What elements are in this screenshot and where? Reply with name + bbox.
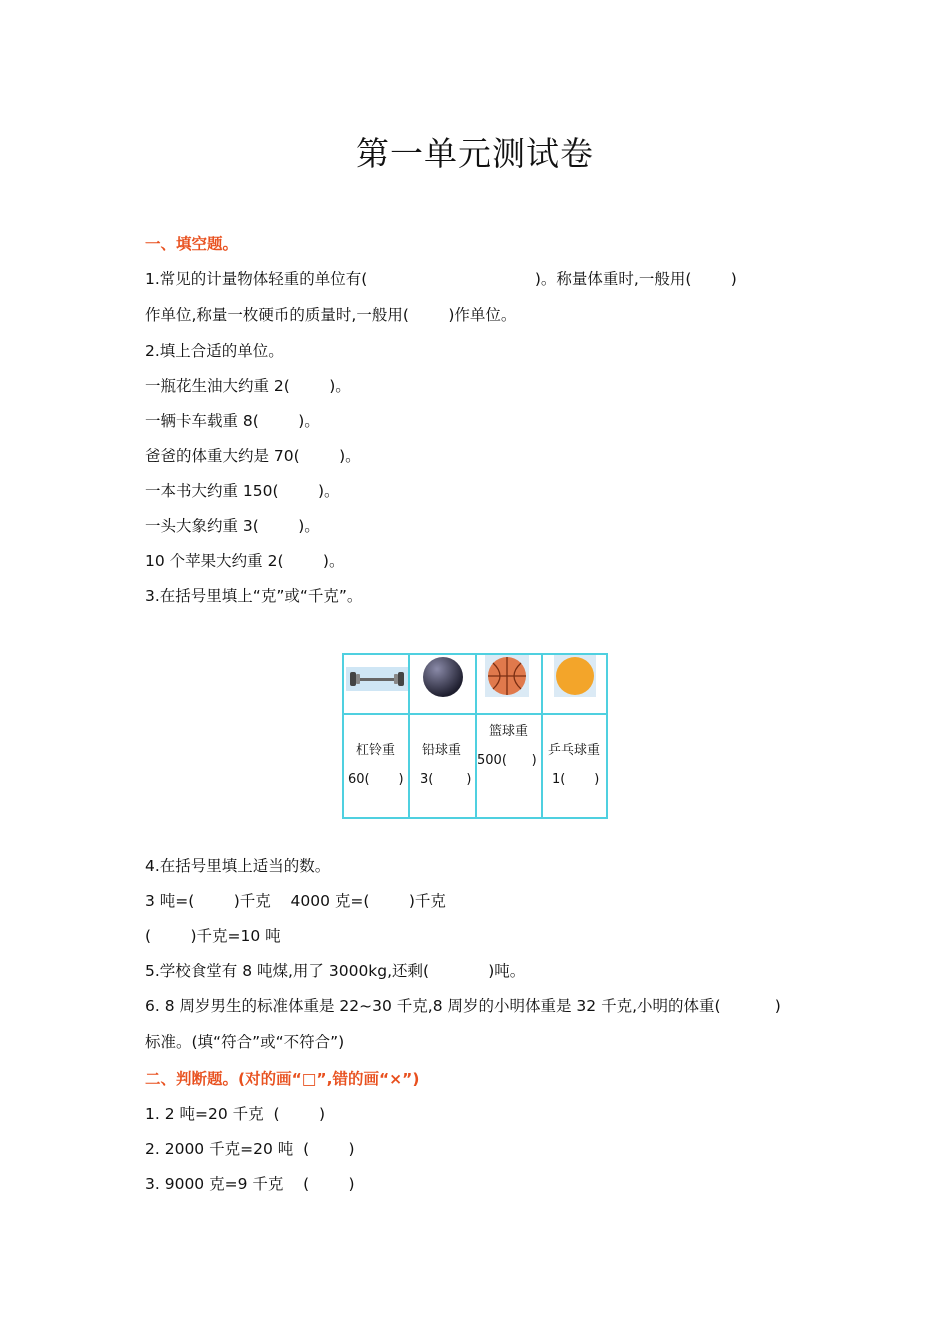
shot-put-icon xyxy=(422,656,464,698)
question-6-line-2: 标准。(填“符合”或“不符合”) xyxy=(145,1033,345,1051)
section-heading-fill-in: 一、填空题。 xyxy=(145,235,239,253)
weights-table xyxy=(342,653,608,819)
table-divider xyxy=(475,655,477,817)
barbell-label: 杠铃重 xyxy=(356,743,396,758)
basketball-icon xyxy=(485,655,529,697)
section-heading-judge: 二、判断题。(对的画“□”,错的画“×”) xyxy=(145,1070,420,1088)
question-2-item: 爸爸的体重大约是 70( )。 xyxy=(145,447,361,465)
question-2-item: 一辆卡车载重 8( )。 xyxy=(145,412,320,430)
shot-put-label: 铅球重 xyxy=(422,743,462,758)
question-2-item: 一瓶花生油大约重 2( )。 xyxy=(145,377,351,395)
question-2-item: 一头大象约重 3( )。 xyxy=(145,517,320,535)
page-title: 第一单元测试卷 xyxy=(356,134,594,173)
ping-pong-ball-icon xyxy=(554,655,596,697)
table-divider xyxy=(408,655,410,817)
question-3: 3.在括号里填上“克”或“千克”。 xyxy=(145,587,363,605)
question-4: 4.在括号里填上适当的数。 xyxy=(145,857,331,875)
question-1-line-1: 1.常见的计量物体轻重的单位有( )。称量体重时,一般用( ) xyxy=(145,270,737,288)
table-divider xyxy=(344,713,606,715)
judge-item: 1. 2 吨=20 千克 ( ) xyxy=(145,1105,326,1123)
table-divider xyxy=(541,655,543,817)
basketball-value: 500( ) xyxy=(477,753,537,768)
barbell-value: 60( ) xyxy=(348,772,404,787)
question-6-line-1: 6. 8 周岁男生的标准体重是 22~30 千克,8 周岁的小明体重是 32 千克,小明的体重( ) xyxy=(145,997,781,1015)
barbell-icon xyxy=(346,667,408,691)
question-2-item: 10 个苹果大约重 2( )。 xyxy=(145,552,345,570)
question-1-line-2: 作单位,称量一枚硬币的质量时,一般用( )作单位。 xyxy=(145,306,517,324)
shot-put-value: 3( ) xyxy=(420,772,472,787)
basketball-label: 篮球重 xyxy=(489,724,529,739)
question-4-line-1: 3 吨=( )千克 4000 克=( )千克 xyxy=(145,892,446,910)
judge-item: 2. 2000 千克=20 吨 ( ) xyxy=(145,1140,355,1158)
question-2: 2.填上合适的单位。 xyxy=(145,342,284,360)
ping-pong-value: 1( ) xyxy=(552,772,600,787)
ping-pong-label: 乒乓球重 xyxy=(548,743,601,758)
judge-item: 3. 9000 克=9 千克 ( ) xyxy=(145,1175,355,1193)
question-4-line-2: ( )千克=10 吨 xyxy=(145,927,281,945)
question-5: 5.学校食堂有 8 吨煤,用了 3000kg,还剩( )吨。 xyxy=(145,962,526,980)
question-2-item: 一本书大约重 150( )。 xyxy=(145,482,340,500)
